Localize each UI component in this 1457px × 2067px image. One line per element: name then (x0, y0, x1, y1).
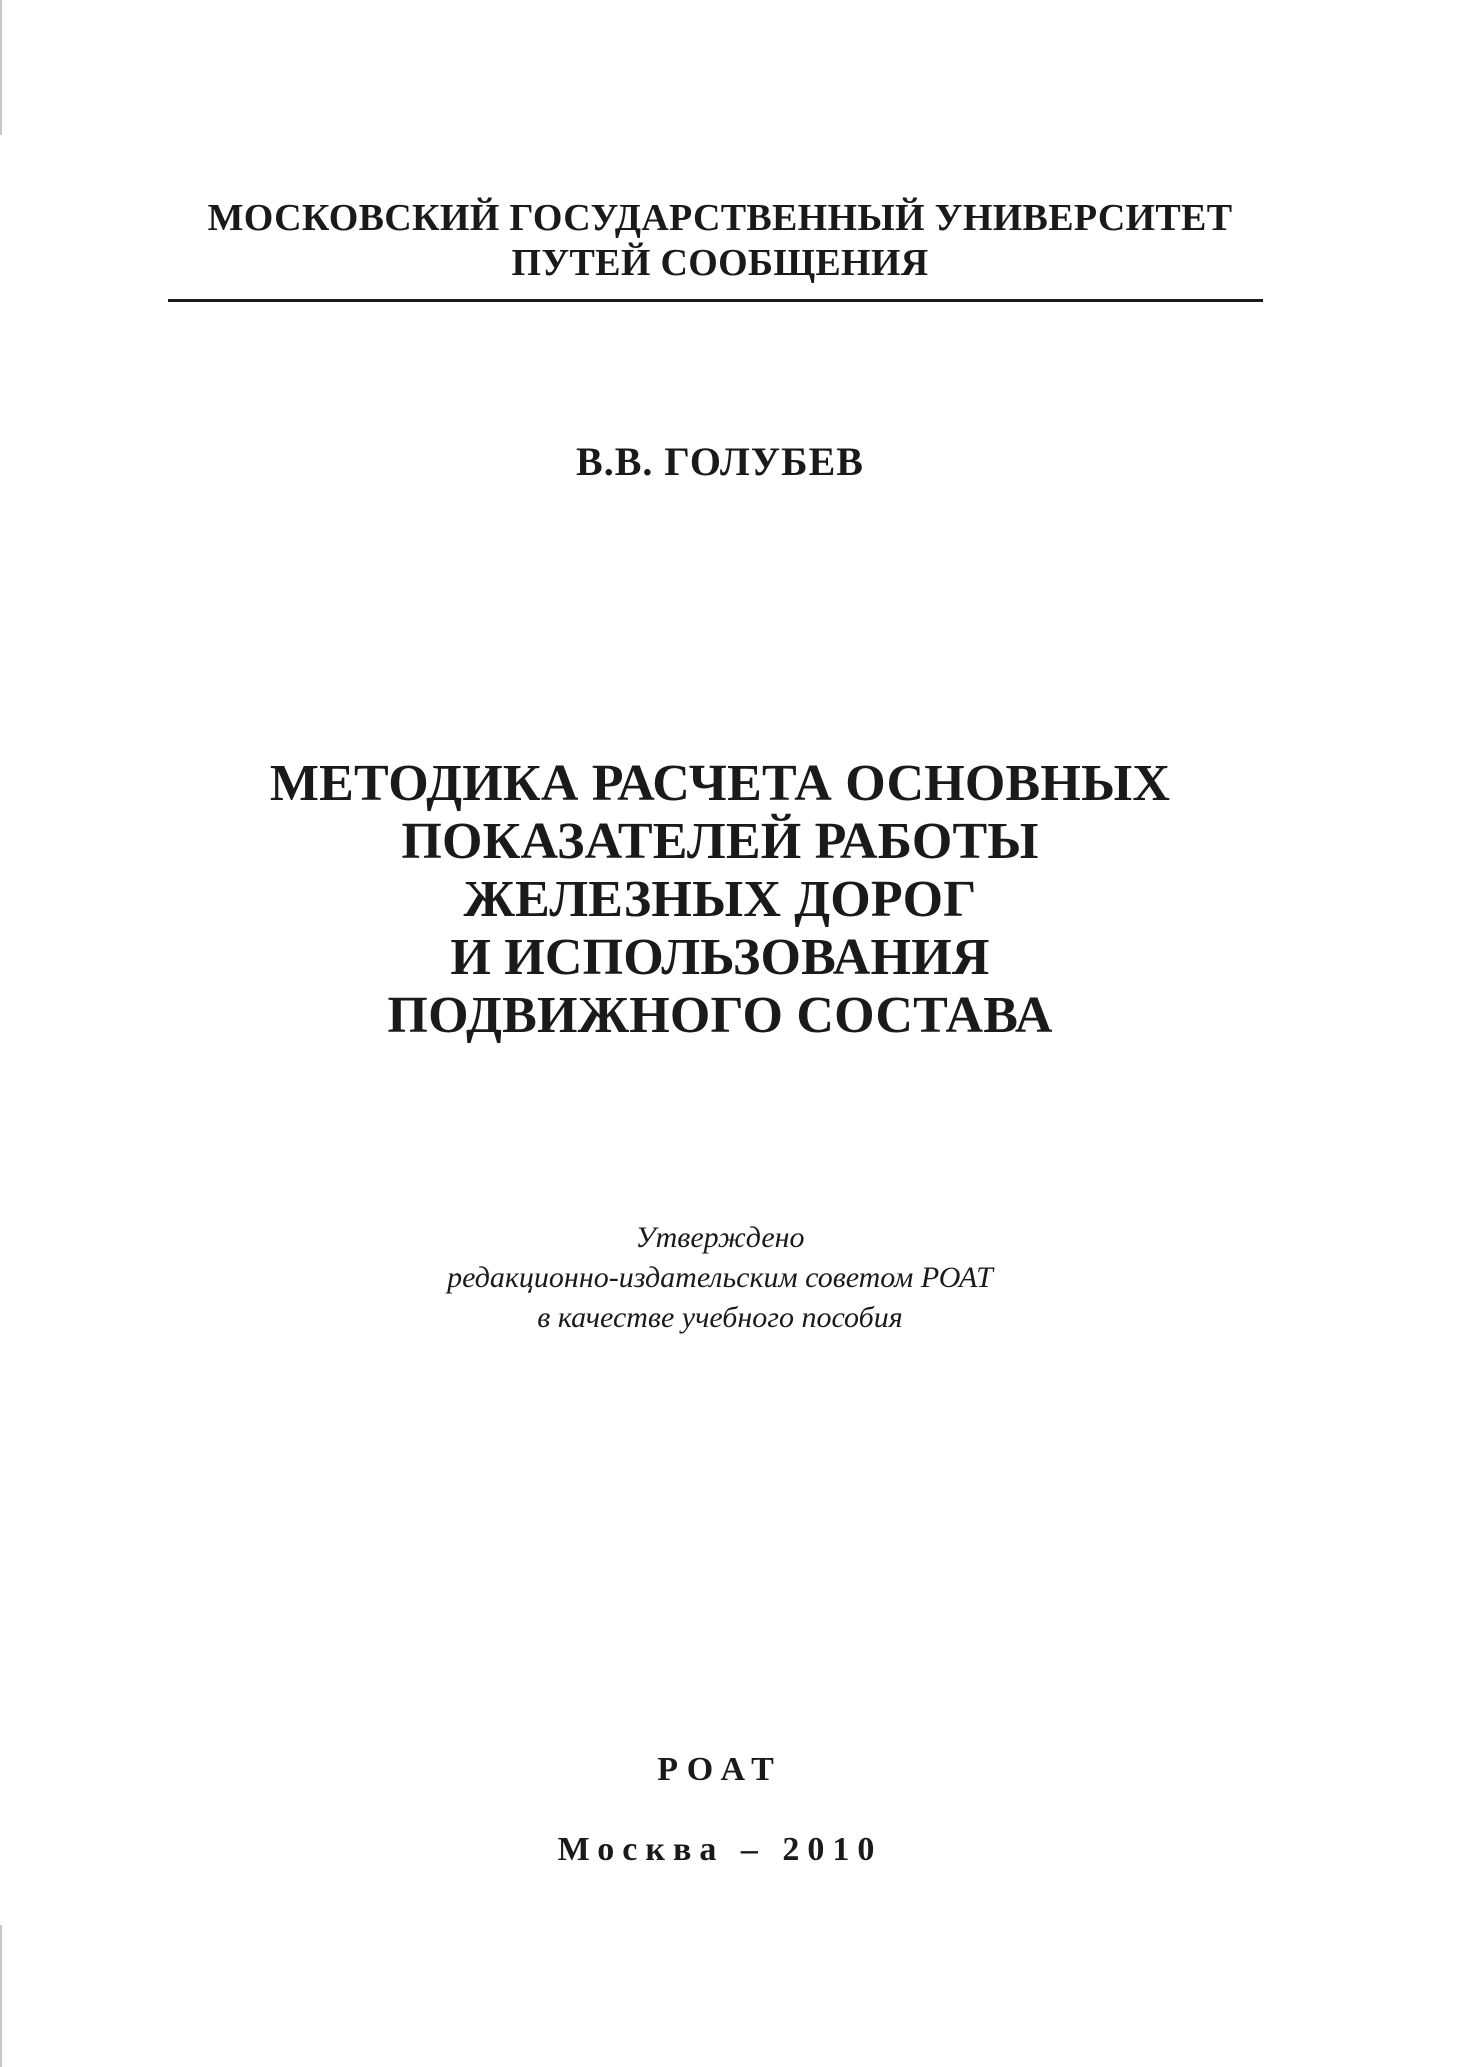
page-edge-mark-top (0, 0, 2, 135)
book-title-line-3: ЖЕЛЕЗНЫХ ДОРОГ (463, 871, 977, 928)
page-edge-mark-bottom (0, 1925, 2, 2067)
header-divider (168, 299, 1263, 302)
publication-place-year: Москва – 2010 (557, 1831, 883, 1868)
university-name (0, 196, 1440, 286)
publisher-name: РОАТ (657, 1751, 783, 1788)
approval-note-line-3: в качестве учебного пособия (537, 1301, 903, 1334)
book-title-line-1: МЕТОДИКА РАСЧЕТА ОСНОВНЫХ (269, 755, 1171, 812)
university-name-line-2: ПУТЕЙ СООБЩЕНИЯ (511, 242, 929, 284)
book-title (0, 755, 1440, 1045)
book-title-line-2: ПОКАЗАТЕЛЕЙ РАБОТЫ (401, 813, 1039, 870)
book-title-line-5: ПОДВИЖНОГО СОСТАВА (387, 987, 1053, 1044)
approval-note-line-2: редакционно-издательским советом РОАТ (447, 1261, 993, 1294)
approval-note (0, 1218, 1440, 1338)
approval-note-line-1: Утверждено (635, 1221, 805, 1254)
university-name-line-1: МОСКОВСКИЙ ГОСУДАРСТВЕННЫЙ УНИВЕРСИТЕТ (207, 197, 1233, 239)
book-title-line-4: И ИСПОЛЬЗОВАНИЯ (450, 929, 990, 986)
author-name: В.В. ГОЛУБЕВ (576, 439, 864, 484)
